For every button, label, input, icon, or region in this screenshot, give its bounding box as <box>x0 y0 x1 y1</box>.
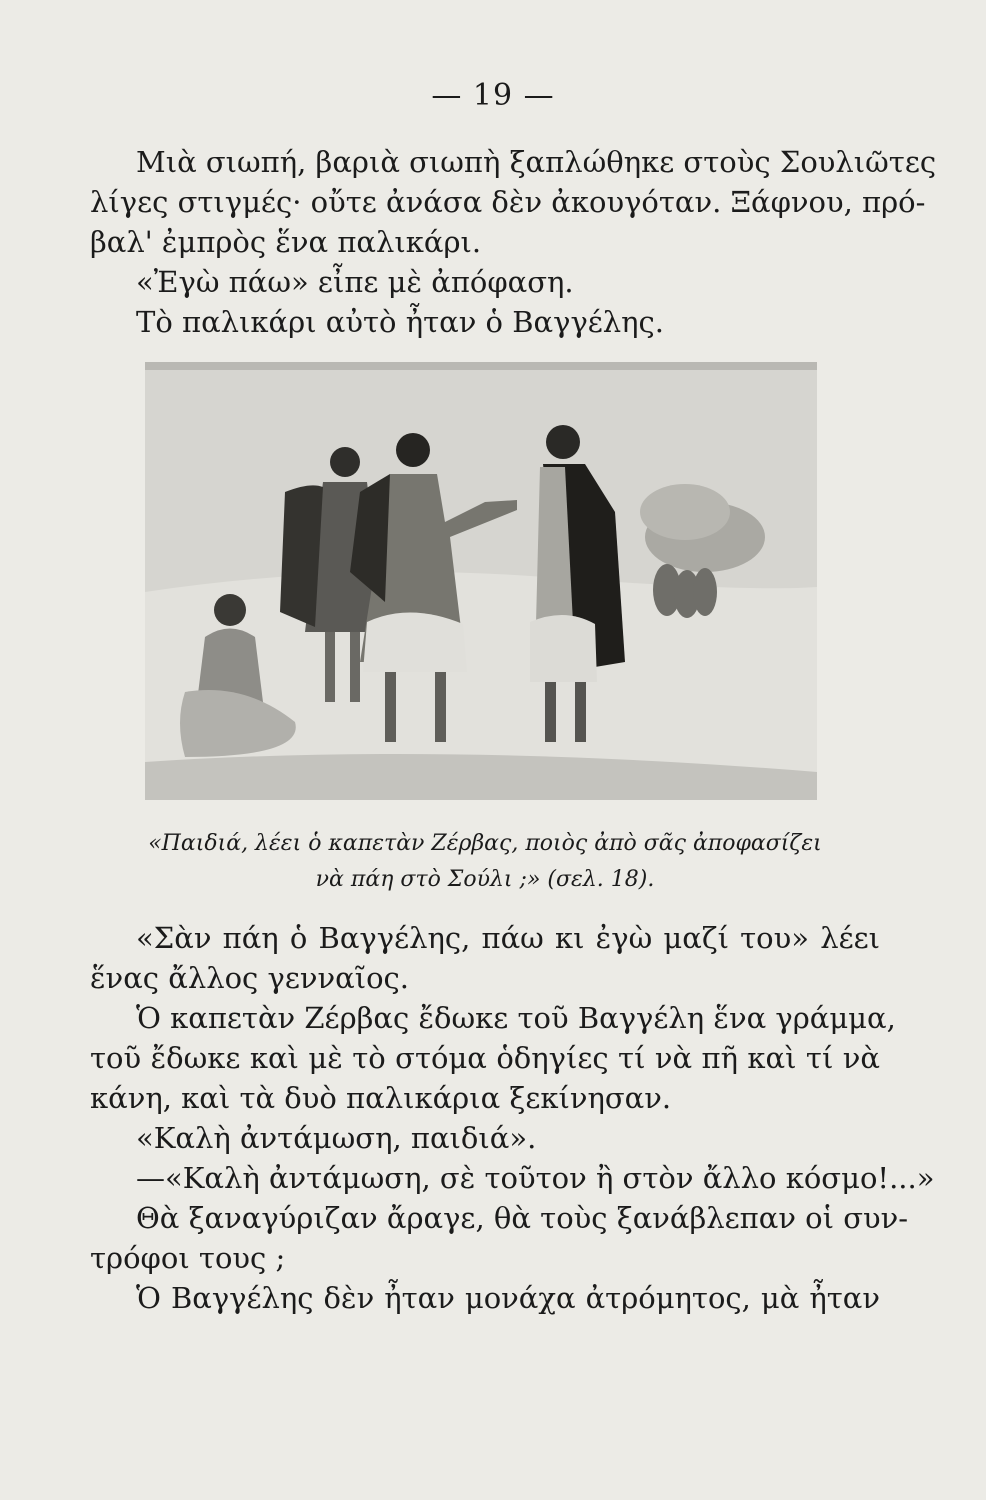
text-line: Ὁ Βαγγέλης δὲν ἦταν μονάχα ἀτρόμητος, μὰ ἦταν <box>136 1281 880 1315</box>
text-line: «Καλὴ ἀντάμωση, παιδιά». <box>136 1121 537 1155</box>
text-line: Ὁ καπετὰν Ζέρβας ἔδωκε τοῦ Βαγγέλη ἕνα γράμμα, <box>136 1001 896 1035</box>
text-line: τοῦ ἔδωκε καὶ μὲ τὸ στόμα ὁδηγίες τί νὰ πῆ καὶ τί νὰ <box>90 1041 880 1075</box>
text-line: τρόφοι τους ; <box>90 1241 286 1275</box>
text-line: κάνη, καὶ τὰ δυὸ παλικάρια ξεκίνησαν. <box>90 1081 672 1115</box>
illustration <box>145 362 817 800</box>
text-line: λίγες στιγμές· οὔτε ἀνάσα δὲν ἀκουγόταν. Ξάφνου, πρό- <box>90 185 926 219</box>
top-paragraph <box>90 142 937 342</box>
caption-line: «Παιδιά, λέει ὁ καπετὰν Ζέρβας, ποιὸς ἀπὸ σᾶς ἀποφασίζει <box>148 831 822 856</box>
page-number: — 19 — <box>431 78 555 113</box>
illustration-caption <box>90 826 880 898</box>
caption-line: νὰ πάη στὸ Σούλι ;» (σελ. 18). <box>315 867 655 892</box>
text-line: Μιὰ σιωπή, βαριὰ σιωπὴ ξαπλώθηκε στοὺς Σουλιῶτες <box>136 145 937 179</box>
text-line: ἕνας ἄλλος γενναῖος. <box>90 961 409 995</box>
distant-figures <box>653 564 717 618</box>
text-line: —«Καλὴ ἀντάμωση, σὲ τοῦτον ἢ στὸν ἄλλο κόσμο!...» <box>136 1161 935 1195</box>
text-line: Τὸ παλικάρι αὐτὸ ἦταν ὁ Βαγγέλης. <box>136 305 665 339</box>
bottom-paragraph <box>90 918 935 1318</box>
text-line: Θὰ ξαναγύριζαν ἄραγε, θὰ τοὺς ξανάβλεπαν οἱ συν- <box>136 1201 909 1235</box>
text-line: «Ἐγὼ πάω» εἶπε μὲ ἀπόφαση. <box>136 265 574 299</box>
text-line: «Σὰν πάη ὁ Βαγγέλης, πάω κι ἐγὼ μαζί του» λέει <box>136 921 880 955</box>
text-line: βαλ' ἐμπρὸς ἕνα παλικάρι. <box>90 225 482 259</box>
